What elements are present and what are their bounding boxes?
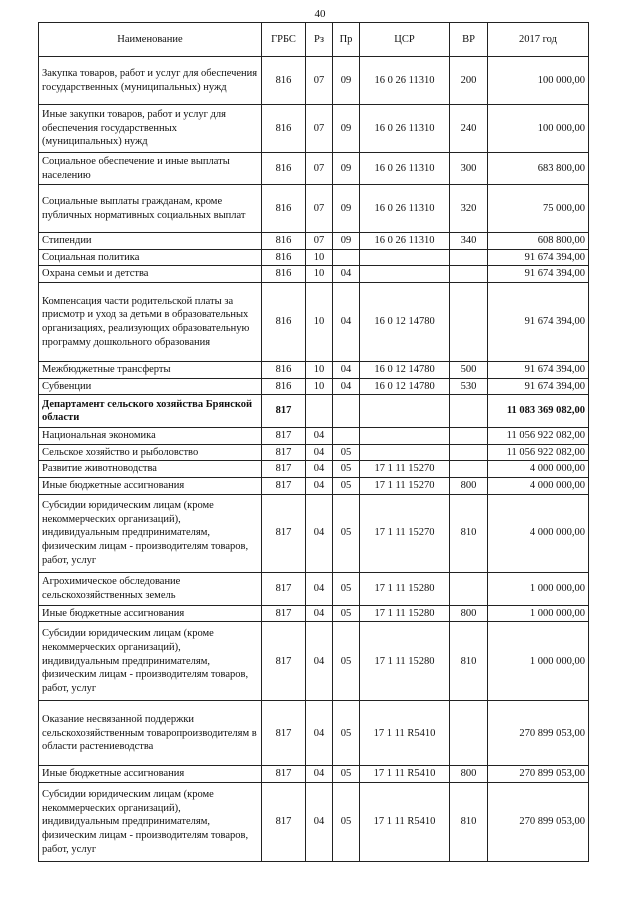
cell-amount: 683 800,00 (488, 153, 589, 185)
cell-rz: 04 (306, 461, 333, 478)
cell-amount: 608 800,00 (488, 233, 589, 250)
table-row (39, 185, 589, 233)
cell-csr (360, 249, 450, 266)
cell-name: Субвенции (39, 378, 262, 395)
table-row (39, 622, 589, 701)
cell-pr (333, 428, 360, 445)
cell-pr: 09 (333, 233, 360, 250)
table-row (39, 266, 589, 283)
cell-vr (450, 428, 488, 445)
cell-grbs: 817 (262, 428, 306, 445)
cell-pr: 04 (333, 282, 360, 361)
cell-vr (450, 249, 488, 266)
header-name: Наименование (39, 23, 262, 57)
table-row (39, 444, 589, 461)
cell-rz: 07 (306, 153, 333, 185)
cell-grbs: 817 (262, 783, 306, 862)
table-row (39, 395, 589, 428)
cell-pr: 04 (333, 266, 360, 283)
table-row (39, 478, 589, 495)
cell-grbs: 817 (262, 605, 306, 622)
cell-amount: 1 000 000,00 (488, 572, 589, 605)
cell-pr: 09 (333, 185, 360, 233)
cell-name: Сельское хозяйство и рыболовство (39, 444, 262, 461)
page-number: 40 (314, 8, 326, 20)
table-row (39, 572, 589, 605)
cell-vr: 810 (450, 494, 488, 572)
cell-vr: 200 (450, 57, 488, 105)
cell-amount: 91 674 394,00 (488, 361, 589, 378)
table-row (39, 361, 589, 378)
cell-pr: 04 (333, 361, 360, 378)
cell-rz: 04 (306, 783, 333, 862)
cell-vr: 240 (450, 105, 488, 153)
cell-rz: 04 (306, 622, 333, 701)
table-header-row (39, 23, 589, 57)
cell-pr: 09 (333, 57, 360, 105)
cell-rz: 04 (306, 701, 333, 766)
cell-rz: 07 (306, 185, 333, 233)
cell-vr: 500 (450, 361, 488, 378)
cell-grbs: 816 (262, 378, 306, 395)
cell-grbs: 817 (262, 701, 306, 766)
cell-pr: 05 (333, 701, 360, 766)
cell-pr: 09 (333, 153, 360, 185)
cell-csr (360, 395, 450, 428)
cell-rz: 07 (306, 57, 333, 105)
cell-pr: 05 (333, 572, 360, 605)
cell-vr (450, 266, 488, 283)
cell-amount: 4 000 000,00 (488, 494, 589, 572)
table-row (39, 249, 589, 266)
cell-name: Межбюджетные трансферты (39, 361, 262, 378)
cell-vr: 800 (450, 605, 488, 622)
cell-amount: 1 000 000,00 (488, 622, 589, 701)
header-csr: ЦСР (360, 23, 450, 57)
cell-grbs: 817 (262, 622, 306, 701)
cell-name: Агрохимическое обследование сельскохозяйственных земель (39, 572, 262, 605)
cell-vr: 320 (450, 185, 488, 233)
cell-grbs: 816 (262, 249, 306, 266)
cell-vr (450, 444, 488, 461)
table-row (39, 233, 589, 250)
cell-vr: 810 (450, 622, 488, 701)
table-row (39, 378, 589, 395)
cell-amount: 100 000,00 (488, 105, 589, 153)
cell-grbs: 816 (262, 233, 306, 250)
cell-csr: 17 1 11 15270 (360, 461, 450, 478)
cell-amount: 11 056 922 082,00 (488, 428, 589, 445)
cell-csr: 17 1 11 R5410 (360, 701, 450, 766)
cell-name: Социальная политика (39, 249, 262, 266)
cell-grbs: 817 (262, 494, 306, 572)
cell-amount: 91 674 394,00 (488, 249, 589, 266)
cell-vr: 810 (450, 783, 488, 862)
cell-amount: 91 674 394,00 (488, 378, 589, 395)
header-amount: 2017 год (488, 23, 589, 57)
cell-rz: 04 (306, 605, 333, 622)
cell-csr: 16 0 26 11310 (360, 233, 450, 250)
budget-table (38, 22, 589, 862)
cell-grbs: 817 (262, 478, 306, 495)
cell-pr: 04 (333, 378, 360, 395)
cell-vr: 340 (450, 233, 488, 250)
table-row (39, 766, 589, 783)
cell-name: Социальные выплаты гражданам, кроме публичных нормативных социальных выплат (39, 185, 262, 233)
cell-pr (333, 249, 360, 266)
cell-rz: 04 (306, 572, 333, 605)
cell-pr: 05 (333, 444, 360, 461)
cell-pr: 05 (333, 766, 360, 783)
cell-csr: 16 0 12 14780 (360, 378, 450, 395)
cell-rz: 04 (306, 444, 333, 461)
cell-name: Иные бюджетные ассигнования (39, 605, 262, 622)
cell-name: Развитие животноводства (39, 461, 262, 478)
cell-csr: 17 1 11 R5410 (360, 783, 450, 862)
cell-pr: 05 (333, 478, 360, 495)
cell-rz: 10 (306, 361, 333, 378)
cell-grbs: 817 (262, 461, 306, 478)
cell-amount: 270 899 053,00 (488, 701, 589, 766)
cell-csr: 16 0 26 11310 (360, 105, 450, 153)
cell-csr (360, 444, 450, 461)
cell-grbs: 816 (262, 153, 306, 185)
cell-vr (450, 701, 488, 766)
table-row (39, 605, 589, 622)
cell-vr (450, 461, 488, 478)
cell-name: Компенсация части родительской платы за присмотр и уход за детьми в образовательных организациях, реализующих образовательную программу дошкольного образования (39, 282, 262, 361)
cell-grbs: 816 (262, 57, 306, 105)
cell-grbs: 817 (262, 766, 306, 783)
cell-name: Закупка товаров, работ и услуг для обеспечения государственных (муниципальных) нужд (39, 57, 262, 105)
cell-vr: 800 (450, 766, 488, 783)
cell-vr (450, 282, 488, 361)
cell-pr: 05 (333, 461, 360, 478)
cell-rz: 04 (306, 478, 333, 495)
cell-rz: 10 (306, 282, 333, 361)
cell-amount: 91 674 394,00 (488, 266, 589, 283)
cell-csr: 16 0 26 11310 (360, 153, 450, 185)
cell-pr (333, 395, 360, 428)
cell-vr (450, 395, 488, 428)
cell-amount: 100 000,00 (488, 57, 589, 105)
cell-name: Стипендии (39, 233, 262, 250)
cell-csr: 17 1 11 15270 (360, 478, 450, 495)
cell-csr: 16 0 12 14780 (360, 282, 450, 361)
cell-name: Департамент сельского хозяйства Брянской области (39, 395, 262, 428)
cell-rz: 04 (306, 494, 333, 572)
table-row (39, 494, 589, 572)
cell-csr: 16 0 26 11310 (360, 185, 450, 233)
cell-pr: 09 (333, 105, 360, 153)
cell-name: Иные бюджетные ассигнования (39, 766, 262, 783)
header-rz: Рз (306, 23, 333, 57)
cell-rz: 07 (306, 105, 333, 153)
cell-grbs: 817 (262, 395, 306, 428)
cell-rz: 04 (306, 766, 333, 783)
table-row (39, 783, 589, 862)
table-row (39, 428, 589, 445)
cell-amount: 4 000 000,00 (488, 461, 589, 478)
cell-amount: 11 056 922 082,00 (488, 444, 589, 461)
cell-csr: 16 0 12 14780 (360, 361, 450, 378)
cell-name: Субсидии юридическим лицам (кроме некоммерческих организаций), индивидуальным предпринимателям, физическим лицам - производителям товаров, работ, услуг (39, 494, 262, 572)
cell-name: Субсидии юридическим лицам (кроме некоммерческих организаций), индивидуальным предпринимателям, физическим лицам - производителям товаров, работ, услуг (39, 783, 262, 862)
header-vr: ВР (450, 23, 488, 57)
table-row (39, 282, 589, 361)
cell-name: Национальная экономика (39, 428, 262, 445)
table-row (39, 701, 589, 766)
table-row (39, 461, 589, 478)
cell-rz: 04 (306, 428, 333, 445)
cell-pr: 05 (333, 622, 360, 701)
cell-grbs: 816 (262, 282, 306, 361)
cell-vr: 300 (450, 153, 488, 185)
cell-vr: 530 (450, 378, 488, 395)
cell-csr: 17 1 11 15280 (360, 572, 450, 605)
cell-name: Социальное обеспечение и иные выплаты населению (39, 153, 262, 185)
cell-csr: 17 1 11 15280 (360, 605, 450, 622)
cell-grbs: 817 (262, 572, 306, 605)
cell-vr: 800 (450, 478, 488, 495)
cell-amount: 270 899 053,00 (488, 783, 589, 862)
cell-name: Иные бюджетные ассигнования (39, 478, 262, 495)
cell-name: Оказание несвязанной поддержки сельскохозяйственным товаропроизводителям в области растениеводства (39, 701, 262, 766)
table-row (39, 153, 589, 185)
cell-name: Субсидии юридическим лицам (кроме некоммерческих организаций), индивидуальным предпринимателям, физическим лицам - производителям товаров, работ, услуг (39, 622, 262, 701)
header-grbs: ГРБС (262, 23, 306, 57)
cell-grbs: 816 (262, 185, 306, 233)
cell-csr: 17 1 11 15270 (360, 494, 450, 572)
cell-pr: 05 (333, 783, 360, 862)
cell-name: Иные закупки товаров, работ и услуг для обеспечения государственных (муниципальных) нужд (39, 105, 262, 153)
cell-grbs: 816 (262, 266, 306, 283)
cell-grbs: 816 (262, 105, 306, 153)
header-pr: Пр (333, 23, 360, 57)
cell-csr: 16 0 26 11310 (360, 57, 450, 105)
cell-grbs: 817 (262, 444, 306, 461)
cell-rz: 07 (306, 233, 333, 250)
table-row (39, 57, 589, 105)
cell-name: Охрана семьи и детства (39, 266, 262, 283)
cell-rz (306, 395, 333, 428)
cell-rz: 10 (306, 378, 333, 395)
table-row (39, 105, 589, 153)
cell-csr (360, 266, 450, 283)
cell-csr (360, 428, 450, 445)
cell-pr: 05 (333, 494, 360, 572)
cell-vr (450, 572, 488, 605)
cell-amount: 11 083 369 082,00 (488, 395, 589, 428)
cell-amount: 270 899 053,00 (488, 766, 589, 783)
cell-rz: 10 (306, 266, 333, 283)
cell-rz: 10 (306, 249, 333, 266)
cell-amount: 91 674 394,00 (488, 282, 589, 361)
cell-pr: 05 (333, 605, 360, 622)
cell-csr: 17 1 11 15280 (360, 622, 450, 701)
cell-amount: 4 000 000,00 (488, 478, 589, 495)
cell-amount: 1 000 000,00 (488, 605, 589, 622)
cell-grbs: 816 (262, 361, 306, 378)
cell-csr: 17 1 11 R5410 (360, 766, 450, 783)
cell-amount: 75 000,00 (488, 185, 589, 233)
